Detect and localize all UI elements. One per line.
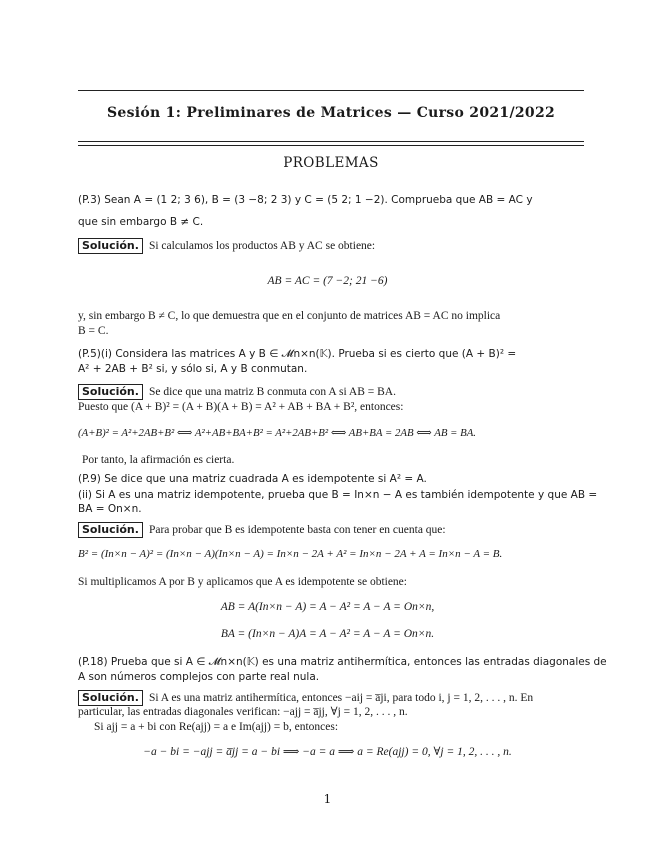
p18-solution	[78, 690, 533, 706]
p9-statement-1: (P.9) Se dice que una matriz cuadrada A es idempotente si A² = A.	[78, 473, 427, 485]
p18-solution-intro: Si A es una matriz antihermítica, entonces −aij = a̅ji, para todo i, j = 1, 2, . . . , n. En	[148, 692, 534, 704]
p5-solution-line-2: Puesto que (A + B)² = (A + B)(A + B) = A² + AB + BA + B², entonces:	[78, 401, 404, 413]
p5-solution-intro: Se dice que una matriz B conmuta con A si AB = BA.	[148, 386, 396, 398]
solution-label: Solución.	[78, 522, 143, 538]
p9-multiply-line: Si multiplicamos A por B y aplicamos que A es idempotente se obtiene:	[78, 576, 407, 588]
p3-conclusion-2: B = C.	[78, 325, 109, 337]
p3-statement-1: (P.3) Sean A = (1 2; 3 6), B = (3 −8; 2 3) y C = (5 2; 1 −2). Comprueba que AB = AC y	[78, 194, 533, 206]
p5-statement-2: A² + 2AB + B² si, y sólo si, A y B conmutan.	[78, 363, 308, 375]
p5-statement-1: (P.5)(i) Considera las matrices A y B ∈ 𝓜n×n(𝕂). Prueba si es cierto que (A + B)² =	[78, 348, 517, 360]
p9-formula-2: AB = A(In×n − A) = A − A² = A − A = On×n,	[220, 601, 435, 613]
p9-formula-3: BA = (In×n − A)A = A − A² = A − A = On×n.	[220, 628, 435, 640]
p18-statement-1: (P.18) Prueba que si A ∈ 𝓜n×n(𝕂) es una matriz antihermítica, entonces las entradas diagonales de	[78, 656, 607, 668]
header-rule-1	[78, 141, 584, 142]
solution-label: Solución.	[78, 238, 143, 254]
section-title: PROBLEMAS	[283, 155, 379, 171]
header-rule-2	[78, 145, 584, 146]
page-number: 1	[323, 792, 332, 806]
page-header: Sesión 1: Preliminares de Matrices — Curso 2021/2022	[106, 105, 556, 121]
solution-label: Solución.	[78, 690, 143, 706]
p3-statement-2: que sin embargo B ≠ C.	[78, 216, 204, 228]
p3-conclusion-1: y, sin embargo B ≠ C, lo que demuestra que en el conjunto de matrices AB = AC no implica	[78, 310, 501, 322]
p5-formula: (A+B)² = A²+2AB+B² ⟺ A²+AB+BA+B² = A²+2AB+B² ⟺ AB+BA = 2AB ⟺ AB = BA.	[78, 427, 476, 439]
p18-solution-line-3: Si ajj = a + bi con Re(ajj) = a e Im(ajj) = b, entonces:	[94, 721, 339, 733]
p3-solution	[78, 238, 375, 254]
p18-formula: −a − bi = −ajj = a̅jj = a − bi ⟹ −a = a ⟹ a = Re(ajj) = 0, ∀j = 1, 2, . . . , n.	[143, 746, 512, 758]
solution-label: Solución.	[78, 384, 143, 400]
p9-solution	[78, 522, 446, 538]
p5-solution	[78, 384, 396, 400]
p18-statement-2: A son números complejos con parte real nula.	[78, 671, 320, 683]
p3-solution-intro: Si calculamos los productos AB y AC se obtiene:	[148, 240, 376, 252]
top-rule	[78, 90, 584, 91]
p9-statement-3: BA = On×n.	[78, 503, 142, 515]
p9-formula-1: B² = (In×n − A)² = (In×n − A)(In×n − A) = In×n − 2A + A² = In×n − 2A + A = In×n − A = B.	[78, 548, 503, 560]
p5-conclusion: Por tanto, la afirmación es cierta.	[82, 454, 235, 466]
p9-solution-intro: Para probar que B es idempotente basta con tener en cuenta que:	[148, 524, 446, 536]
p18-solution-line-2: particular, las entradas diagonales verifican: −ajj = a̅jj, ∀j = 1, 2, . . . , n.	[78, 706, 408, 718]
p9-statement-2: (ii) Si A es una matriz idempotente, prueba que B = In×n − A es también idempotente y que AB =	[78, 489, 598, 501]
p3-result-formula: AB = AC = (7 −2; 21 −6)	[267, 275, 388, 287]
